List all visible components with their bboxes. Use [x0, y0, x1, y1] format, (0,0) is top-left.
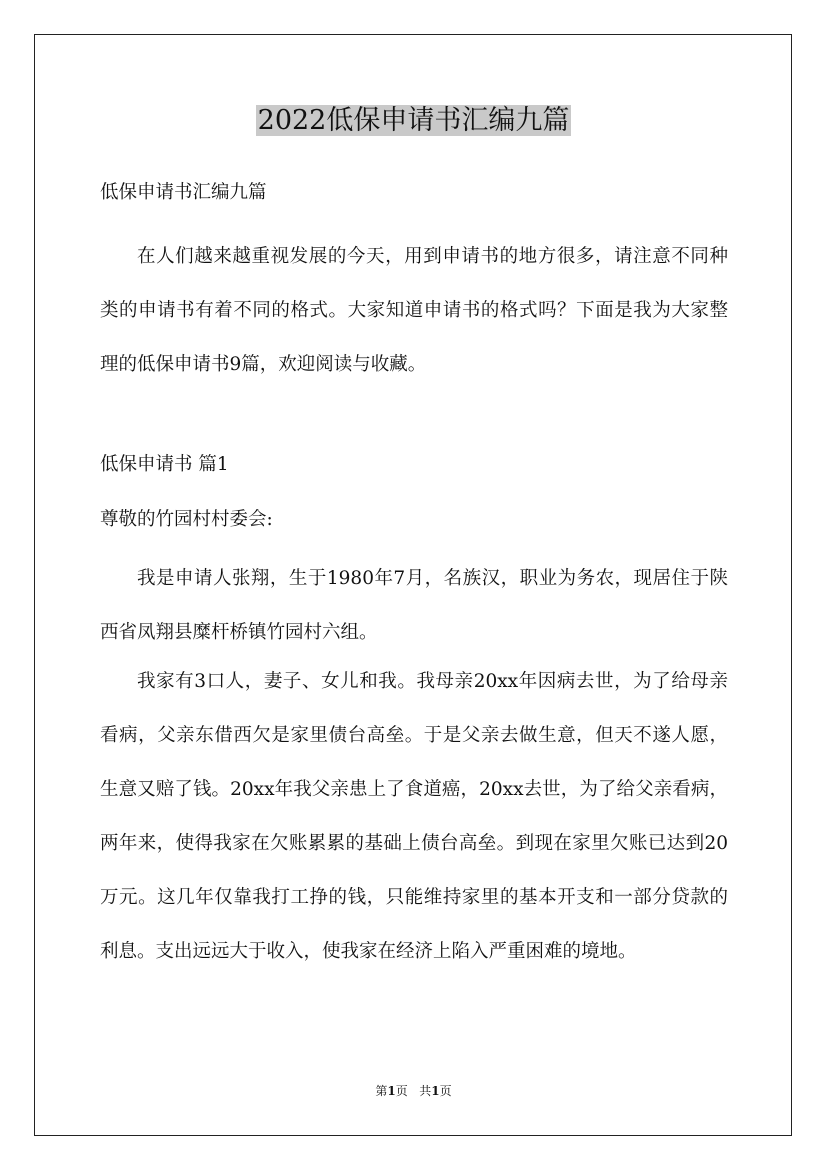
- page-footer: [0, 1083, 827, 1099]
- page-label-prefix: 第: [375, 1084, 388, 1098]
- document-title-text: 2022低保申请书汇编九篇: [257, 105, 570, 136]
- total-label-prefix: 共: [419, 1084, 432, 1098]
- total-pages: 1: [431, 1084, 440, 1098]
- salutation: 尊敬的竹园村村委会:: [100, 509, 273, 530]
- page-number: 1: [387, 1084, 396, 1098]
- document-title: [0, 100, 827, 142]
- total-label-suffix: 页: [439, 1084, 452, 1098]
- document-subtitle: 低保申请书汇编九篇: [100, 182, 267, 203]
- page-label-suffix: 页: [395, 1084, 408, 1098]
- body-paragraph-1: 我是申请人张翔，生于1980年7月，名族汉，职业为务农，现居住于陕西省凤翔县糜杆桥镇竹园村六组。: [100, 568, 728, 643]
- body-paragraph-2: 我家有3口人，妻子、女儿和我。我母亲20xx年因病去世，为了给母亲看病，父亲东借西欠是家里债台高垒。于是父亲去做生意，但天不遂人愿，生意又赔了钱。20xx年我父亲患上了食道癌，20xx去世，为了给父亲看病，两年来，使得我家在欠账累累的基础上债台高垒。到现在家里欠账已达到20万元。这几年仅靠我打工挣的钱，只能维持家里的基本开支和一部分贷款的利息。支出远远大于收入，使我家在经济上陷入严重困难的境地。: [100, 671, 728, 962]
- intro-paragraph: 在人们越来越重视发展的今天，用到申请书的地方很多，请注意不同种类的申请书有着不同的格式。大家知道申请书的格式吗？下面是我为大家整理的低保申请书9篇，欢迎阅读与收藏。: [100, 246, 728, 375]
- section-heading: 低保申请书 篇1: [100, 454, 229, 475]
